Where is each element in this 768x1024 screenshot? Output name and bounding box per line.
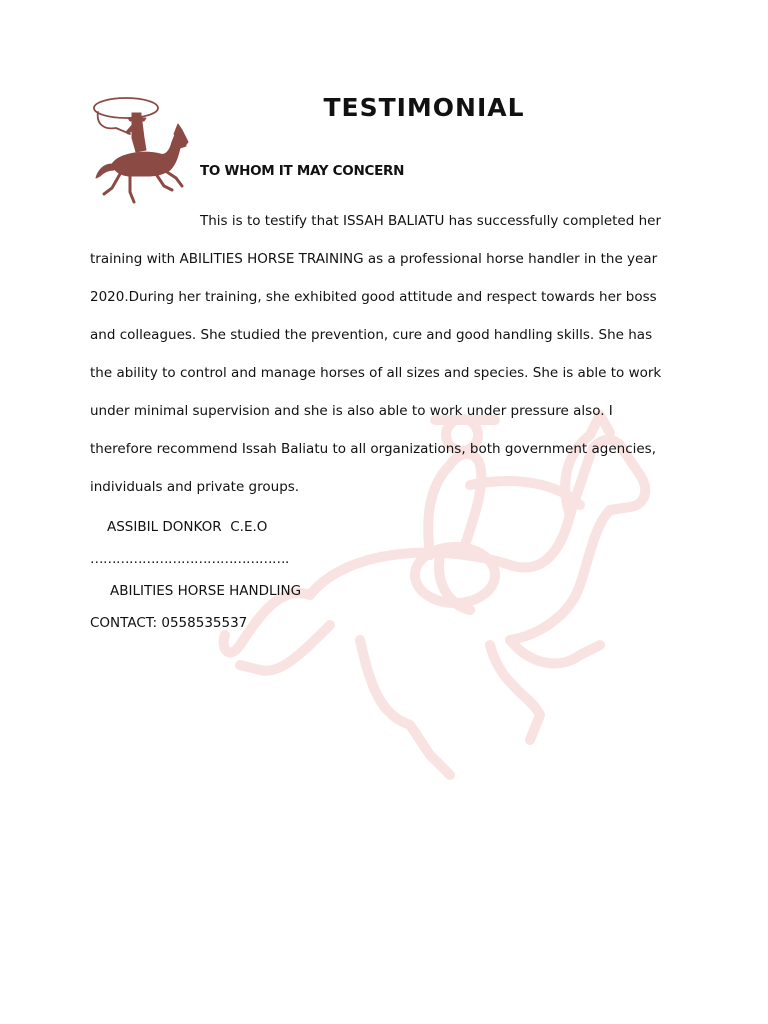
signature-line: ………………………………………. <box>90 551 289 567</box>
signatory-name: ASSIBIL DONKOR C.E.O <box>107 519 268 535</box>
company-name: ABILITIES HORSE HANDLING <box>110 583 302 599</box>
testimonial-body: This is to testify that ISSAH BALIATU has successfully completed her training with ABILITIES HORSE TRAINING as a professional horse handler in the year 2020.During her training, she exhibited good attitude and respect towards her boss and colleagues. She studied the prevention, cure and good handling skills. She has the ability to control and manage horses of all sizes and species. She is able to work under minimal supervision and she is also able to work under pressure also. I therefore recommend Issah Baliatu to all organizations, both government agencies, individuals and private groups. <box>90 213 662 495</box>
salutation: TO WHOM IT MAY CONCERN <box>200 163 405 179</box>
document-title: TESTIMONIAL <box>323 93 525 122</box>
contact-info: CONTACT: 0558535537 <box>90 615 248 631</box>
